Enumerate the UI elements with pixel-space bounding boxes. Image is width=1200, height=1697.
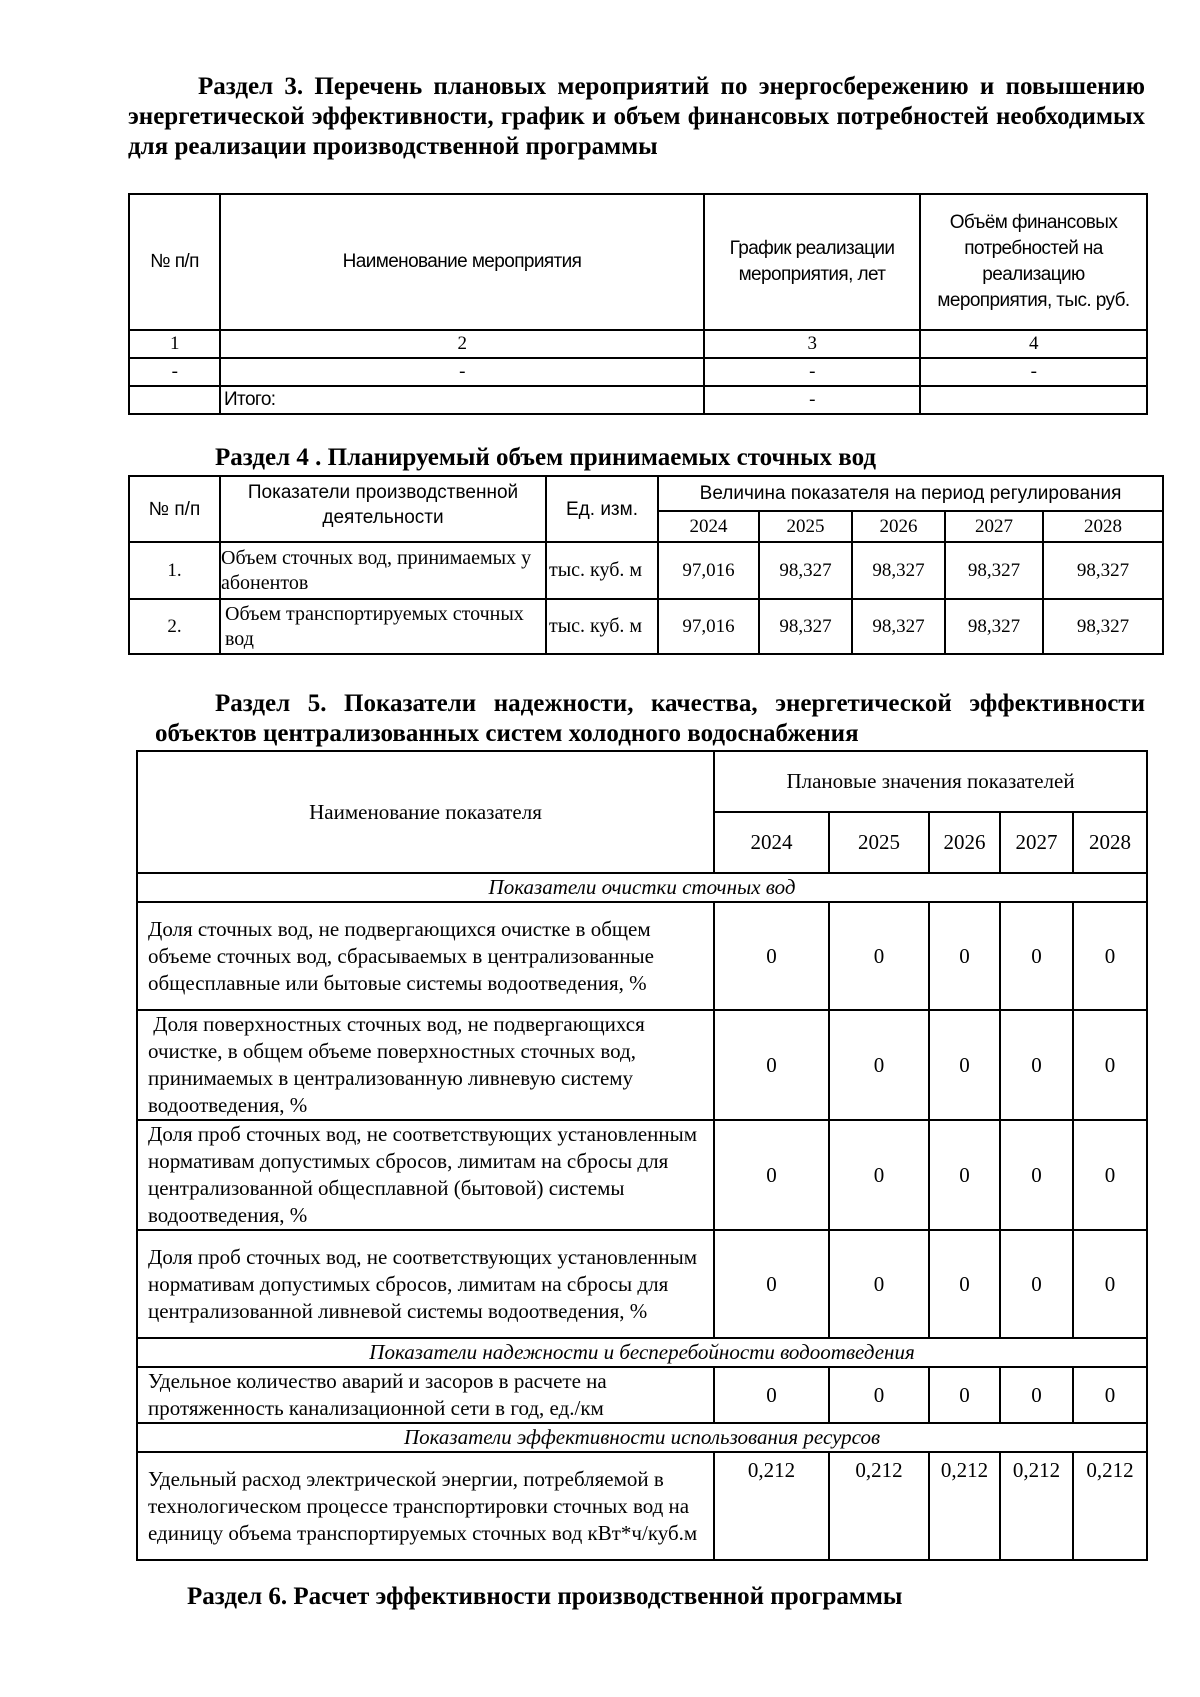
s5-value: 0,212 [714,1452,829,1560]
s3-header-name: Наименование мероприятия [220,194,704,330]
s4-year: 2028 [1043,511,1163,542]
s4-year: 2025 [759,511,852,542]
s3-total-empty [129,386,220,414]
s5-value: 0 [929,1120,1000,1230]
s4-value: 98,327 [759,599,852,654]
table-row [137,1367,1147,1423]
s5-value: 0,212 [1000,1452,1073,1560]
s5-value: 0 [929,902,1000,1010]
table-row [137,902,1147,1010]
s5-year: 2027 [1000,812,1073,873]
s4-header-period: Величина показателя на период регулирования [658,476,1163,511]
s5-row-name: Доля проб сточных вод, не соответствующих установленным нормативам допустимых сбросов, лимитам на сбросы для централизованной общесплавной (бытовой) системы водоотведения, % [137,1120,714,1230]
section5-table [136,750,1148,1561]
s5-row-name: Удельное количество аварий и засоров в расчете на протяженность канализационной сети в год, ед./км [137,1367,714,1423]
s5-group-title: Показатели надежности и бесперебойности водоотведения [137,1338,1147,1367]
s4-row-unit: тыс. куб. м [546,599,658,654]
s5-value: 0 [1000,902,1073,1010]
s5-value: 0 [829,1367,929,1423]
section3-table [128,193,1148,415]
s5-year: 2026 [929,812,1000,873]
table-row [129,542,1163,599]
s5-value: 0 [929,1230,1000,1338]
table-row [137,1230,1147,1338]
s4-value: 97,016 [658,542,759,599]
s5-value: 0 [714,902,829,1010]
s5-row-name: Доля поверхностных сточных вод, не подвергающихся очистке, в общем объеме поверхностных сточных вод, принимаемых в централизованную ливневую систему водоотведения, % [137,1010,714,1120]
table-row [137,1010,1147,1120]
s4-value: 98,327 [852,599,945,654]
section4-table [128,475,1164,655]
table-row [137,1120,1147,1230]
s5-group-title: Показатели очистки сточных вод [137,873,1147,902]
s4-row-name: Объем сточных вод, принимаемых у абонентов [220,542,546,599]
s5-value: 0 [1073,1120,1147,1230]
s5-value: 0 [1000,1120,1073,1230]
s4-value: 98,327 [1043,599,1163,654]
s5-year: 2028 [1073,812,1147,873]
s5-year: 2025 [829,812,929,873]
s3-colnum: 4 [920,330,1147,358]
section5-heading: Раздел 5. Показатели надежности, качества, энергетической эффективности объектов централизованных систем холодного водоснабжения [155,690,1145,747]
s4-year: 2027 [945,511,1043,542]
s5-value: 0 [714,1010,829,1120]
s5-value: 0 [1073,1010,1147,1120]
s4-row-unit: тыс. куб. м [546,542,658,599]
s4-year: 2026 [852,511,945,542]
s5-value: 0 [829,1010,929,1120]
s3-header-finance: Объём финансовых потребностей на реализацию мероприятия, тыс. руб. [920,194,1147,330]
s5-row-name: Доля проб сточных вод, не соответствующих установленным нормативам допустимых сбросов, лимитам на сбросы для централизованной ливневой системы водоотведения, % [137,1230,714,1338]
s5-value: 0 [829,902,929,1010]
s3-total-value: - [704,386,920,414]
s4-header-indicator: Показатели производственной деятельности [220,476,546,542]
s5-value: 0 [1073,1367,1147,1423]
s3-cell: - [920,358,1147,386]
s4-value: 97,016 [658,599,759,654]
s4-value: 98,327 [945,542,1043,599]
s5-value: 0 [1000,1230,1073,1338]
s3-cell: - [129,358,220,386]
s5-value: 0 [1000,1010,1073,1120]
s5-value: 0 [1073,1230,1147,1338]
s3-total-label: Итого: [220,386,704,414]
s5-value: 0,212 [1073,1452,1147,1560]
table-row [129,599,1163,654]
s4-value: 98,327 [945,599,1043,654]
s5-value: 0 [829,1230,929,1338]
section3-heading: Раздел 3. Перечень плановых мероприятий по энергосбережению и повышению энергетической эффективности, график и объем финансовых потребностей необходимых для реализации производственной программы [128,73,1145,160]
s5-value: 0,212 [829,1452,929,1560]
s4-value: 98,327 [1043,542,1163,599]
s4-row-num: 1. [129,542,220,599]
s5-group-title: Показатели эффективности использования ресурсов [137,1423,1147,1452]
s3-header-schedule: График реализации мероприятия, лет [704,194,920,330]
s3-colnum: 1 [129,330,220,358]
s4-value: 98,327 [852,542,945,599]
s5-value: 0 [1073,902,1147,1010]
s4-row-name: Объем транспортируемых сточных вод [220,599,546,654]
s3-cell: - [220,358,704,386]
s5-row-name: Доля сточных вод, не подвергающихся очистке в общем объеме сточных вод, сбрасываемых в централизованные общесплавные или бытовые системы водоотведения, % [137,902,714,1010]
s5-row-name: Удельный расход электрической энергии, потребляемой в технологическом процессе транспортировки сточных вод на единицу объема транспортируемых сточных вод кВт*ч/куб.м [137,1452,714,1560]
s3-total-empty [920,386,1147,414]
s4-row-num: 2. [129,599,220,654]
s5-value: 0,212 [929,1452,1000,1560]
s5-header-planned: Плановые значения показателей [714,751,1147,812]
s5-value: 0 [714,1230,829,1338]
section6-heading: Раздел 6. Расчет эффективности производственной программы [187,1583,903,1610]
s5-value: 0 [714,1367,829,1423]
s4-header-num: № п/п [129,476,220,542]
s5-header-name: Наименование показателя [137,751,714,873]
s4-year: 2024 [658,511,759,542]
s3-cell: - [704,358,920,386]
s4-header-unit: Ед. изм. [546,476,658,542]
s5-value: 0 [929,1010,1000,1120]
s5-value: 0 [829,1120,929,1230]
s5-value: 0 [929,1367,1000,1423]
table-row [137,1452,1147,1560]
s3-colnum: 2 [220,330,704,358]
s3-header-num: № п/п [129,194,220,330]
s5-year: 2024 [714,812,829,873]
s3-colnum: 3 [704,330,920,358]
section4-heading: Раздел 4 . Планируемый объем принимаемых сточных вод [215,444,877,471]
s5-value: 0 [1000,1367,1073,1423]
s5-value: 0 [714,1120,829,1230]
s4-value: 98,327 [759,542,852,599]
